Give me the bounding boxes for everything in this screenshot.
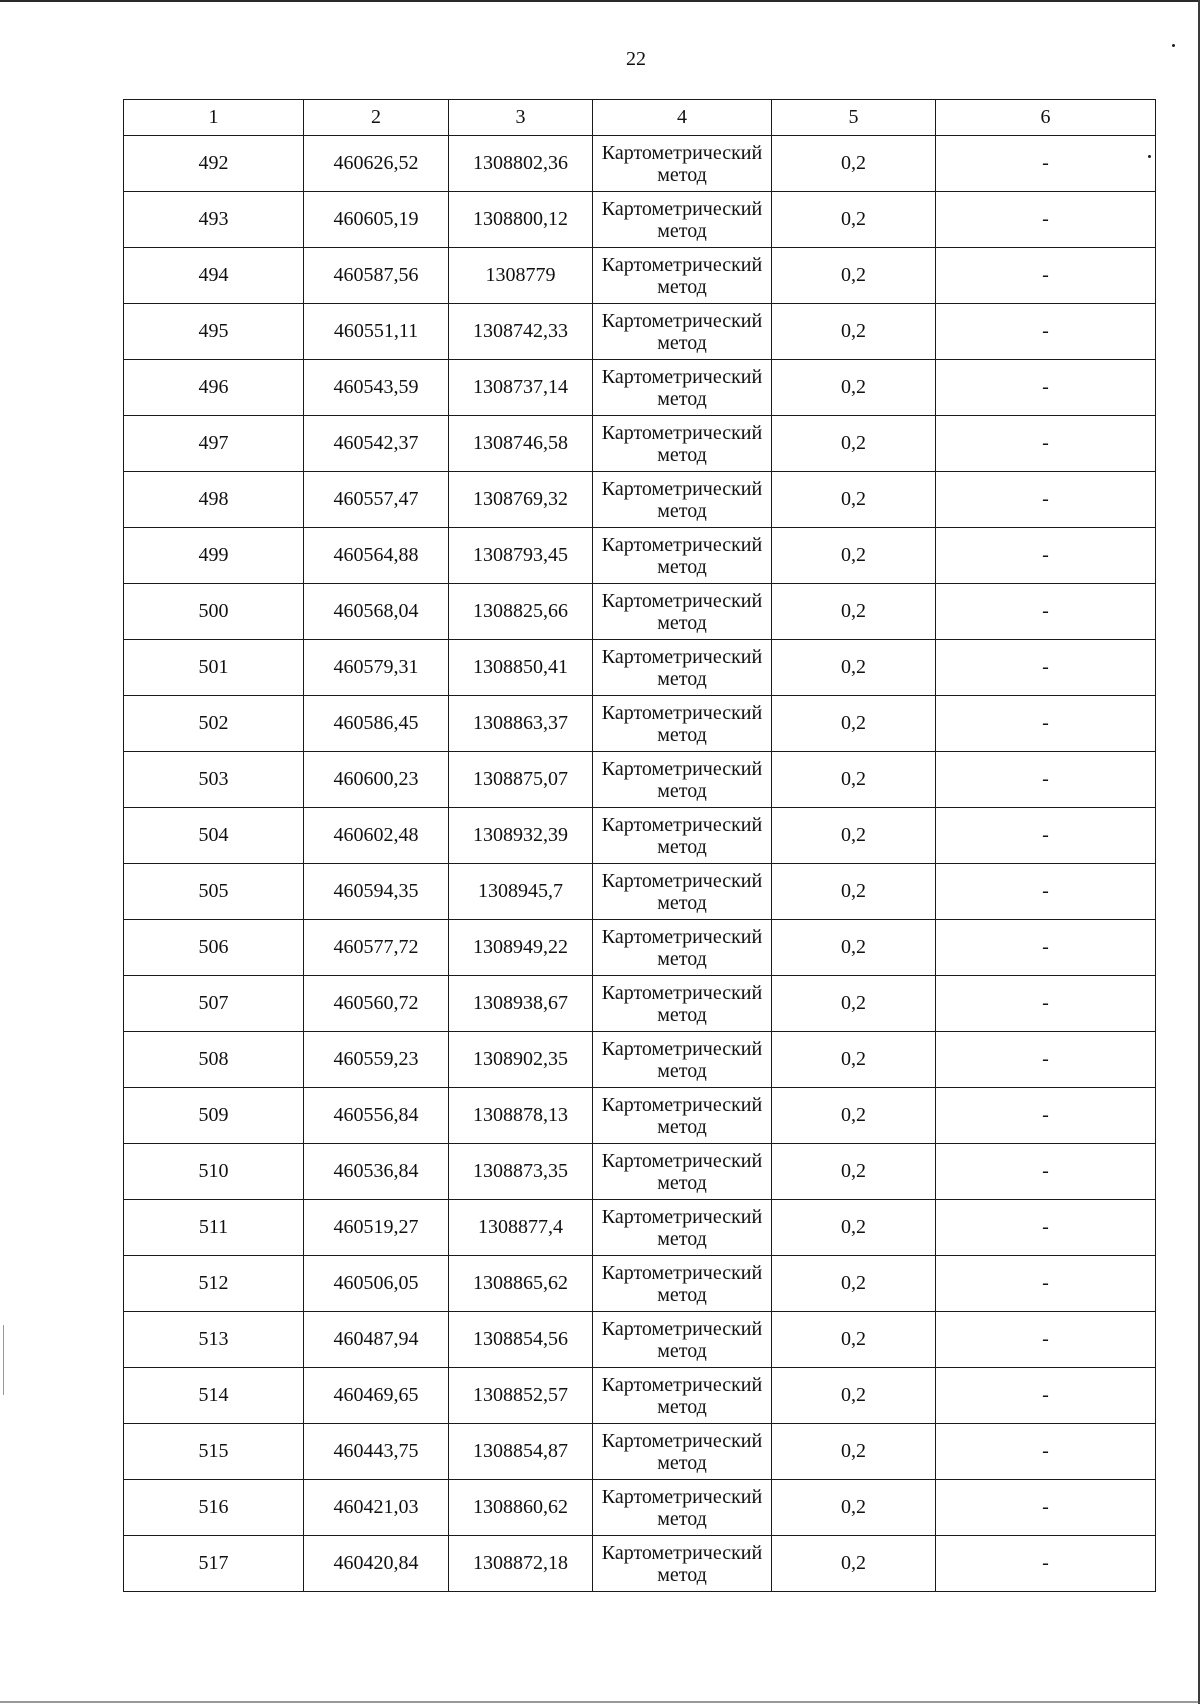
column-header-5: 5 (772, 100, 936, 136)
coord-x-cell: 460421,03 (304, 1480, 449, 1536)
table-header-row (124, 100, 1156, 136)
method-cell (593, 584, 772, 640)
method-cell (593, 528, 772, 584)
table-row (124, 528, 1156, 584)
note-cell: - (936, 1200, 1156, 1256)
method-line-1: Картометрический (601, 701, 763, 724)
accuracy-cell: 0,2 (772, 864, 936, 920)
method-line-2: метод (657, 611, 707, 634)
table-row (124, 976, 1156, 1032)
coord-x-cell: 460568,04 (304, 584, 449, 640)
method-cell (593, 304, 772, 360)
method-cell (593, 1424, 772, 1480)
method-line-1: Картометрический (601, 645, 763, 668)
table-row (124, 1256, 1156, 1312)
note-cell: - (936, 808, 1156, 864)
coord-x-cell: 460420,84 (304, 1536, 449, 1592)
note-cell: - (936, 920, 1156, 976)
accuracy-cell: 0,2 (772, 1256, 936, 1312)
coord-y-cell: 1308949,22 (449, 920, 593, 976)
table-row (124, 696, 1156, 752)
scan-edge-top (0, 0, 1200, 2)
coord-x-cell: 460564,88 (304, 528, 449, 584)
method-line-1: Картометрический (601, 1317, 763, 1340)
method-cell (593, 920, 772, 976)
method-line-2: метод (657, 1283, 707, 1306)
method-line-2: метод (657, 1227, 707, 1250)
table-row (124, 360, 1156, 416)
table-row (124, 752, 1156, 808)
point-number-cell: 511 (124, 1200, 304, 1256)
coord-y-cell: 1308746,58 (449, 416, 593, 472)
coord-y-cell: 1308875,07 (449, 752, 593, 808)
point-number-cell: 506 (124, 920, 304, 976)
method-line-1: Картометрический (601, 533, 763, 556)
scan-speck (1172, 44, 1175, 47)
table-row (124, 920, 1156, 976)
coord-y-cell: 1308802,36 (449, 136, 593, 192)
note-cell: - (936, 976, 1156, 1032)
method-line-2: метод (657, 331, 707, 354)
coord-y-cell: 1308872,18 (449, 1536, 593, 1592)
point-number-cell: 501 (124, 640, 304, 696)
note-cell: - (936, 1480, 1156, 1536)
coord-x-cell: 460506,05 (304, 1256, 449, 1312)
method-line-1: Картометрический (601, 1149, 763, 1172)
coord-y-cell: 1308873,35 (449, 1144, 593, 1200)
note-cell: - (936, 640, 1156, 696)
accuracy-cell: 0,2 (772, 304, 936, 360)
method-line-1: Картометрический (601, 309, 763, 332)
table-row (124, 584, 1156, 640)
table-row (124, 304, 1156, 360)
method-cell (593, 472, 772, 528)
method-line-1: Картометрический (601, 477, 763, 500)
method-cell (593, 1200, 772, 1256)
method-line-2: метод (657, 163, 707, 186)
coord-x-cell: 460443,75 (304, 1424, 449, 1480)
coord-y-cell: 1308779 (449, 248, 593, 304)
note-cell: - (936, 1032, 1156, 1088)
method-line-2: метод (657, 1563, 707, 1586)
method-line-2: метод (657, 667, 707, 690)
point-number-cell: 509 (124, 1088, 304, 1144)
method-line-1: Картометрический (601, 1373, 763, 1396)
coord-x-cell: 460559,23 (304, 1032, 449, 1088)
method-line-1: Картометрический (601, 141, 763, 164)
note-cell: - (936, 472, 1156, 528)
table-row (124, 1536, 1156, 1592)
point-number-cell: 503 (124, 752, 304, 808)
note-cell: - (936, 136, 1156, 192)
method-line-1: Картометрический (601, 925, 763, 948)
point-number-cell: 499 (124, 528, 304, 584)
method-line-1: Картометрический (601, 253, 763, 276)
table-row (124, 472, 1156, 528)
accuracy-cell: 0,2 (772, 248, 936, 304)
note-cell: - (936, 1256, 1156, 1312)
table-row (124, 1312, 1156, 1368)
coord-y-cell: 1308932,39 (449, 808, 593, 864)
table-row (124, 1480, 1156, 1536)
coord-x-cell: 460469,65 (304, 1368, 449, 1424)
coord-y-cell: 1308800,12 (449, 192, 593, 248)
coord-y-cell: 1308854,87 (449, 1424, 593, 1480)
point-number-cell: 500 (124, 584, 304, 640)
coord-y-cell: 1308825,66 (449, 584, 593, 640)
method-cell (593, 360, 772, 416)
coord-y-cell: 1308854,56 (449, 1312, 593, 1368)
accuracy-cell: 0,2 (772, 1088, 936, 1144)
method-cell (593, 1536, 772, 1592)
coord-x-cell: 460560,72 (304, 976, 449, 1032)
table-row (124, 1088, 1156, 1144)
method-line-2: метод (657, 723, 707, 746)
accuracy-cell: 0,2 (772, 1200, 936, 1256)
table-row (124, 864, 1156, 920)
method-cell (593, 864, 772, 920)
coord-y-cell: 1308938,67 (449, 976, 593, 1032)
coord-x-cell: 460605,19 (304, 192, 449, 248)
accuracy-cell: 0,2 (772, 416, 936, 472)
method-line-1: Картометрический (601, 589, 763, 612)
point-number-cell: 510 (124, 1144, 304, 1200)
accuracy-cell: 0,2 (772, 1312, 936, 1368)
method-cell (593, 248, 772, 304)
method-line-2: метод (657, 1003, 707, 1026)
point-number-cell: 504 (124, 808, 304, 864)
note-cell: - (936, 360, 1156, 416)
note-cell: - (936, 1536, 1156, 1592)
accuracy-cell: 0,2 (772, 920, 936, 976)
point-number-cell: 497 (124, 416, 304, 472)
table-row (124, 248, 1156, 304)
method-cell (593, 192, 772, 248)
coord-y-cell: 1308902,35 (449, 1032, 593, 1088)
point-number-cell: 517 (124, 1536, 304, 1592)
point-number-cell: 516 (124, 1480, 304, 1536)
method-cell (593, 1480, 772, 1536)
note-cell: - (936, 1144, 1156, 1200)
method-cell (593, 1088, 772, 1144)
table-row (124, 808, 1156, 864)
method-line-2: метод (657, 275, 707, 298)
accuracy-cell: 0,2 (772, 640, 936, 696)
accuracy-cell: 0,2 (772, 1480, 936, 1536)
accuracy-cell: 0,2 (772, 808, 936, 864)
point-number-cell: 502 (124, 696, 304, 752)
method-line-2: метод (657, 387, 707, 410)
method-line-2: метод (657, 1171, 707, 1194)
table-row (124, 640, 1156, 696)
method-cell (593, 1032, 772, 1088)
scan-edge-bottom (0, 1701, 1200, 1703)
method-line-2: метод (657, 1339, 707, 1362)
coord-y-cell: 1308852,57 (449, 1368, 593, 1424)
coord-x-cell: 460542,37 (304, 416, 449, 472)
method-line-1: Картометрический (601, 869, 763, 892)
column-header-6: 6 (936, 100, 1156, 136)
method-line-2: метод (657, 443, 707, 466)
method-line-1: Картометрический (601, 1205, 763, 1228)
accuracy-cell: 0,2 (772, 192, 936, 248)
coord-y-cell: 1308737,14 (449, 360, 593, 416)
coord-x-cell: 460519,27 (304, 1200, 449, 1256)
point-number-cell: 515 (124, 1424, 304, 1480)
table-row (124, 1032, 1156, 1088)
method-cell (593, 416, 772, 472)
method-line-2: метод (657, 1115, 707, 1138)
coord-y-cell: 1308742,33 (449, 304, 593, 360)
method-line-2: метод (657, 499, 707, 522)
note-cell: - (936, 752, 1156, 808)
accuracy-cell: 0,2 (772, 472, 936, 528)
table-row (124, 136, 1156, 192)
coord-x-cell: 460594,35 (304, 864, 449, 920)
method-line-2: метод (657, 1395, 707, 1418)
accuracy-cell: 0,2 (772, 136, 936, 192)
point-number-cell: 492 (124, 136, 304, 192)
coord-y-cell: 1308860,62 (449, 1480, 593, 1536)
table-row (124, 1200, 1156, 1256)
method-line-2: метод (657, 835, 707, 858)
coord-x-cell: 460543,59 (304, 360, 449, 416)
method-line-2: метод (657, 1507, 707, 1530)
method-line-2: метод (657, 219, 707, 242)
coord-x-cell: 460556,84 (304, 1088, 449, 1144)
note-cell: - (936, 1312, 1156, 1368)
note-cell: - (936, 696, 1156, 752)
coord-x-cell: 460600,23 (304, 752, 449, 808)
column-header-1: 1 (124, 100, 304, 136)
method-cell (593, 808, 772, 864)
accuracy-cell: 0,2 (772, 1368, 936, 1424)
note-cell: - (936, 1424, 1156, 1480)
method-line-1: Картометрический (601, 981, 763, 1004)
coord-x-cell: 460586,45 (304, 696, 449, 752)
coord-x-cell: 460602,48 (304, 808, 449, 864)
point-number-cell: 505 (124, 864, 304, 920)
coord-x-cell: 460587,56 (304, 248, 449, 304)
note-cell: - (936, 1088, 1156, 1144)
point-number-cell: 495 (124, 304, 304, 360)
method-cell (593, 1368, 772, 1424)
note-cell: - (936, 584, 1156, 640)
coord-x-cell: 460487,94 (304, 1312, 449, 1368)
method-cell (593, 1312, 772, 1368)
accuracy-cell: 0,2 (772, 1536, 936, 1592)
point-number-cell: 498 (124, 472, 304, 528)
coord-x-cell: 460577,72 (304, 920, 449, 976)
accuracy-cell: 0,2 (772, 1144, 936, 1200)
accuracy-cell: 0,2 (772, 528, 936, 584)
coord-x-cell: 460557,47 (304, 472, 449, 528)
note-cell: - (936, 304, 1156, 360)
coord-y-cell: 1308793,45 (449, 528, 593, 584)
column-header-2: 2 (304, 100, 449, 136)
table-row (124, 192, 1156, 248)
method-line-1: Картометрический (601, 1429, 763, 1452)
note-cell: - (936, 864, 1156, 920)
point-number-cell: 493 (124, 192, 304, 248)
table-row (124, 1368, 1156, 1424)
table-row (124, 1144, 1156, 1200)
point-number-cell: 512 (124, 1256, 304, 1312)
method-line-1: Картометрический (601, 757, 763, 780)
coord-y-cell: 1308945,7 (449, 864, 593, 920)
note-cell: - (936, 416, 1156, 472)
scan-margin-mark (3, 1325, 4, 1395)
coord-y-cell: 1308865,62 (449, 1256, 593, 1312)
method-cell (593, 696, 772, 752)
method-line-1: Картометрический (601, 421, 763, 444)
method-cell (593, 136, 772, 192)
method-line-2: метод (657, 1059, 707, 1082)
method-line-2: метод (657, 891, 707, 914)
coord-y-cell: 1308878,13 (449, 1088, 593, 1144)
column-header-4: 4 (593, 100, 772, 136)
accuracy-cell: 0,2 (772, 1032, 936, 1088)
point-number-cell: 494 (124, 248, 304, 304)
method-line-1: Картометрический (601, 1261, 763, 1284)
accuracy-cell: 0,2 (772, 976, 936, 1032)
method-line-1: Картометрический (601, 197, 763, 220)
coord-y-cell: 1308850,41 (449, 640, 593, 696)
method-line-2: метод (657, 779, 707, 802)
point-number-cell: 496 (124, 360, 304, 416)
point-number-cell: 514 (124, 1368, 304, 1424)
accuracy-cell: 0,2 (772, 584, 936, 640)
method-line-2: метод (657, 555, 707, 578)
page-number: 22 (626, 48, 646, 70)
coord-x-cell: 460551,11 (304, 304, 449, 360)
point-number-cell: 507 (124, 976, 304, 1032)
method-line-2: метод (657, 1451, 707, 1474)
table-row (124, 1424, 1156, 1480)
accuracy-cell: 0,2 (772, 752, 936, 808)
method-line-1: Картометрический (601, 813, 763, 836)
table-body (124, 136, 1156, 1592)
method-cell (593, 976, 772, 1032)
coord-x-cell: 460626,52 (304, 136, 449, 192)
method-cell (593, 1144, 772, 1200)
coord-x-cell: 460579,31 (304, 640, 449, 696)
method-cell (593, 640, 772, 696)
method-line-2: метод (657, 947, 707, 970)
method-cell (593, 752, 772, 808)
method-cell (593, 1256, 772, 1312)
note-cell: - (936, 192, 1156, 248)
note-cell: - (936, 248, 1156, 304)
method-line-1: Картометрический (601, 1093, 763, 1116)
point-number-cell: 508 (124, 1032, 304, 1088)
coord-y-cell: 1308863,37 (449, 696, 593, 752)
table-row (124, 416, 1156, 472)
method-line-1: Картометрический (601, 1541, 763, 1564)
method-line-1: Картометрический (601, 365, 763, 388)
note-cell: - (936, 1368, 1156, 1424)
method-line-1: Картометрический (601, 1485, 763, 1508)
coordinates-table (123, 99, 1156, 1592)
coord-y-cell: 1308877,4 (449, 1200, 593, 1256)
point-number-cell: 513 (124, 1312, 304, 1368)
note-cell: - (936, 528, 1156, 584)
column-header-3: 3 (449, 100, 593, 136)
accuracy-cell: 0,2 (772, 360, 936, 416)
accuracy-cell: 0,2 (772, 1424, 936, 1480)
coord-y-cell: 1308769,32 (449, 472, 593, 528)
accuracy-cell: 0,2 (772, 696, 936, 752)
coord-x-cell: 460536,84 (304, 1144, 449, 1200)
method-line-1: Картометрический (601, 1037, 763, 1060)
